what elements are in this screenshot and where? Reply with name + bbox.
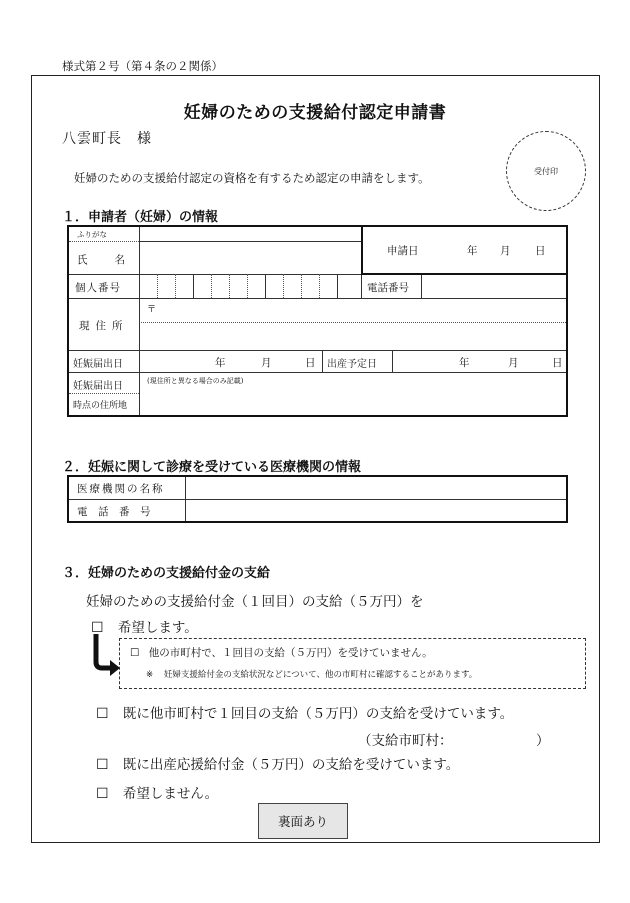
due-date-divider (322, 350, 323, 372)
row-divider (69, 499, 566, 500)
individual-number-label: 個人番号 (75, 282, 121, 294)
application-date-divider (361, 227, 363, 274)
application-date-box-bottom (361, 273, 566, 275)
institution-label: 医療機関の名称 (77, 483, 165, 495)
report-year: 年 (215, 357, 226, 369)
institution-phone-label: 電 話 番 号 (77, 506, 151, 518)
sub-option-label: 他の市町村で、１回目の支給（５万円）を受けていません。 (148, 647, 433, 659)
postal-mark: 〒 (147, 305, 157, 315)
sub-option[interactable] (130, 645, 433, 660)
application-month: 月 (500, 245, 511, 257)
option-birth-support[interactable] (96, 753, 459, 773)
option-other-city[interactable] (96, 702, 513, 722)
option-birth-support-label: 既に出産応援給付金（５万円）の支給を受けています。 (122, 757, 460, 773)
due-date-divider (392, 350, 393, 372)
digit-box (301, 274, 302, 298)
report-address-label-2: 時点の住所地 (73, 401, 128, 411)
reverse-side-button[interactable]: 裏面あり (258, 803, 348, 839)
section3-lead: 妊婦のための支援給付金（１回目）の支給（５万円）を (86, 594, 424, 610)
report-address-label: 妊娠届出日 (73, 381, 123, 392)
sub-option-box (119, 638, 586, 689)
due-date-label: 出産予定日 (327, 359, 377, 370)
checkbox[interactable]: ☐ (130, 647, 140, 659)
due-day: 日 (552, 357, 563, 369)
medical-institution-table (67, 475, 568, 523)
application-date-label: 申請日 (387, 245, 419, 257)
sub-option-note (146, 668, 477, 680)
digit-box (157, 274, 158, 298)
option-no-wish-label: 希望しません。 (122, 786, 219, 802)
report-day: 日 (305, 357, 316, 369)
section2-heading: ２．妊娠に関して診療を受けている医療機関の情報 (62, 460, 362, 475)
digit-box (175, 274, 176, 298)
reception-stamp-area (506, 131, 586, 211)
option-no-wish[interactable] (96, 782, 218, 802)
row-divider (69, 298, 566, 299)
checkbox[interactable]: ☐ (91, 620, 104, 636)
sub-note-text: 妊婦支援給付金の支給状況などについて、他の市町村に確認することがあります。 (163, 670, 478, 680)
due-month: 月 (508, 357, 519, 369)
phone-divider (421, 274, 422, 298)
report-month: 月 (261, 357, 272, 369)
label-divider (69, 393, 139, 394)
checkbox[interactable]: ☐ (96, 786, 109, 802)
label-column-divider (139, 227, 140, 415)
section1-heading: １．申請者（妊婦）の情報 (62, 210, 219, 225)
furigana-divider (69, 241, 139, 242)
furigana-label: ふりがな (77, 230, 107, 239)
phone-label: 電話番号 (367, 282, 409, 294)
digit-box (283, 274, 284, 298)
digit-box (319, 274, 320, 298)
option-wish-label: 希望します。 (117, 620, 198, 636)
digit-box (247, 274, 248, 298)
row-divider (69, 350, 566, 351)
digit-box (193, 274, 194, 298)
arrow-down-right-icon (90, 632, 122, 678)
page-title: 妊婦のための支援給付認定申請書 (183, 103, 447, 123)
paying-city-label: （支給市町村： (358, 733, 453, 749)
name-label: 氏 名 (77, 254, 127, 266)
applicant-table (67, 225, 568, 417)
paying-city-close: ） (536, 733, 550, 749)
stamp-label: 受付印 (534, 166, 558, 176)
digit-box (211, 274, 212, 298)
digit-box (265, 274, 266, 298)
section3-heading: ３．妊婦のための支援給付金の支給 (62, 566, 271, 581)
checkbox[interactable]: ☐ (96, 757, 109, 773)
option-other-city-label: 既に他市町村で１回目の支給（５万円）の支給を受けています。 (122, 706, 514, 722)
row-divider (69, 372, 566, 373)
intro-text: 妊婦のための支援給付認定の資格を有するため認定の申請をします。 (74, 171, 430, 185)
phone-divider (361, 274, 362, 298)
report-address-note: (現住所と異なる場合のみ記載) (147, 377, 244, 385)
address-label: 現住所 (79, 320, 129, 332)
addressee: 八雲町長 様 (62, 131, 152, 147)
furigana-divider-input (139, 241, 361, 242)
form-number: 様式第２号（第４条の２関係） (62, 59, 223, 73)
application-year: 年 (467, 245, 478, 257)
digit-box (337, 274, 338, 298)
pregnancy-report-date-label: 妊娠届出日 (73, 359, 123, 370)
label-column-divider (185, 477, 186, 521)
address-divider (139, 322, 566, 323)
checkbox[interactable]: ☐ (96, 706, 109, 722)
application-day: 日 (535, 245, 546, 257)
due-year: 年 (459, 357, 470, 369)
note-mark: ※ (146, 670, 154, 680)
digit-box (229, 274, 230, 298)
